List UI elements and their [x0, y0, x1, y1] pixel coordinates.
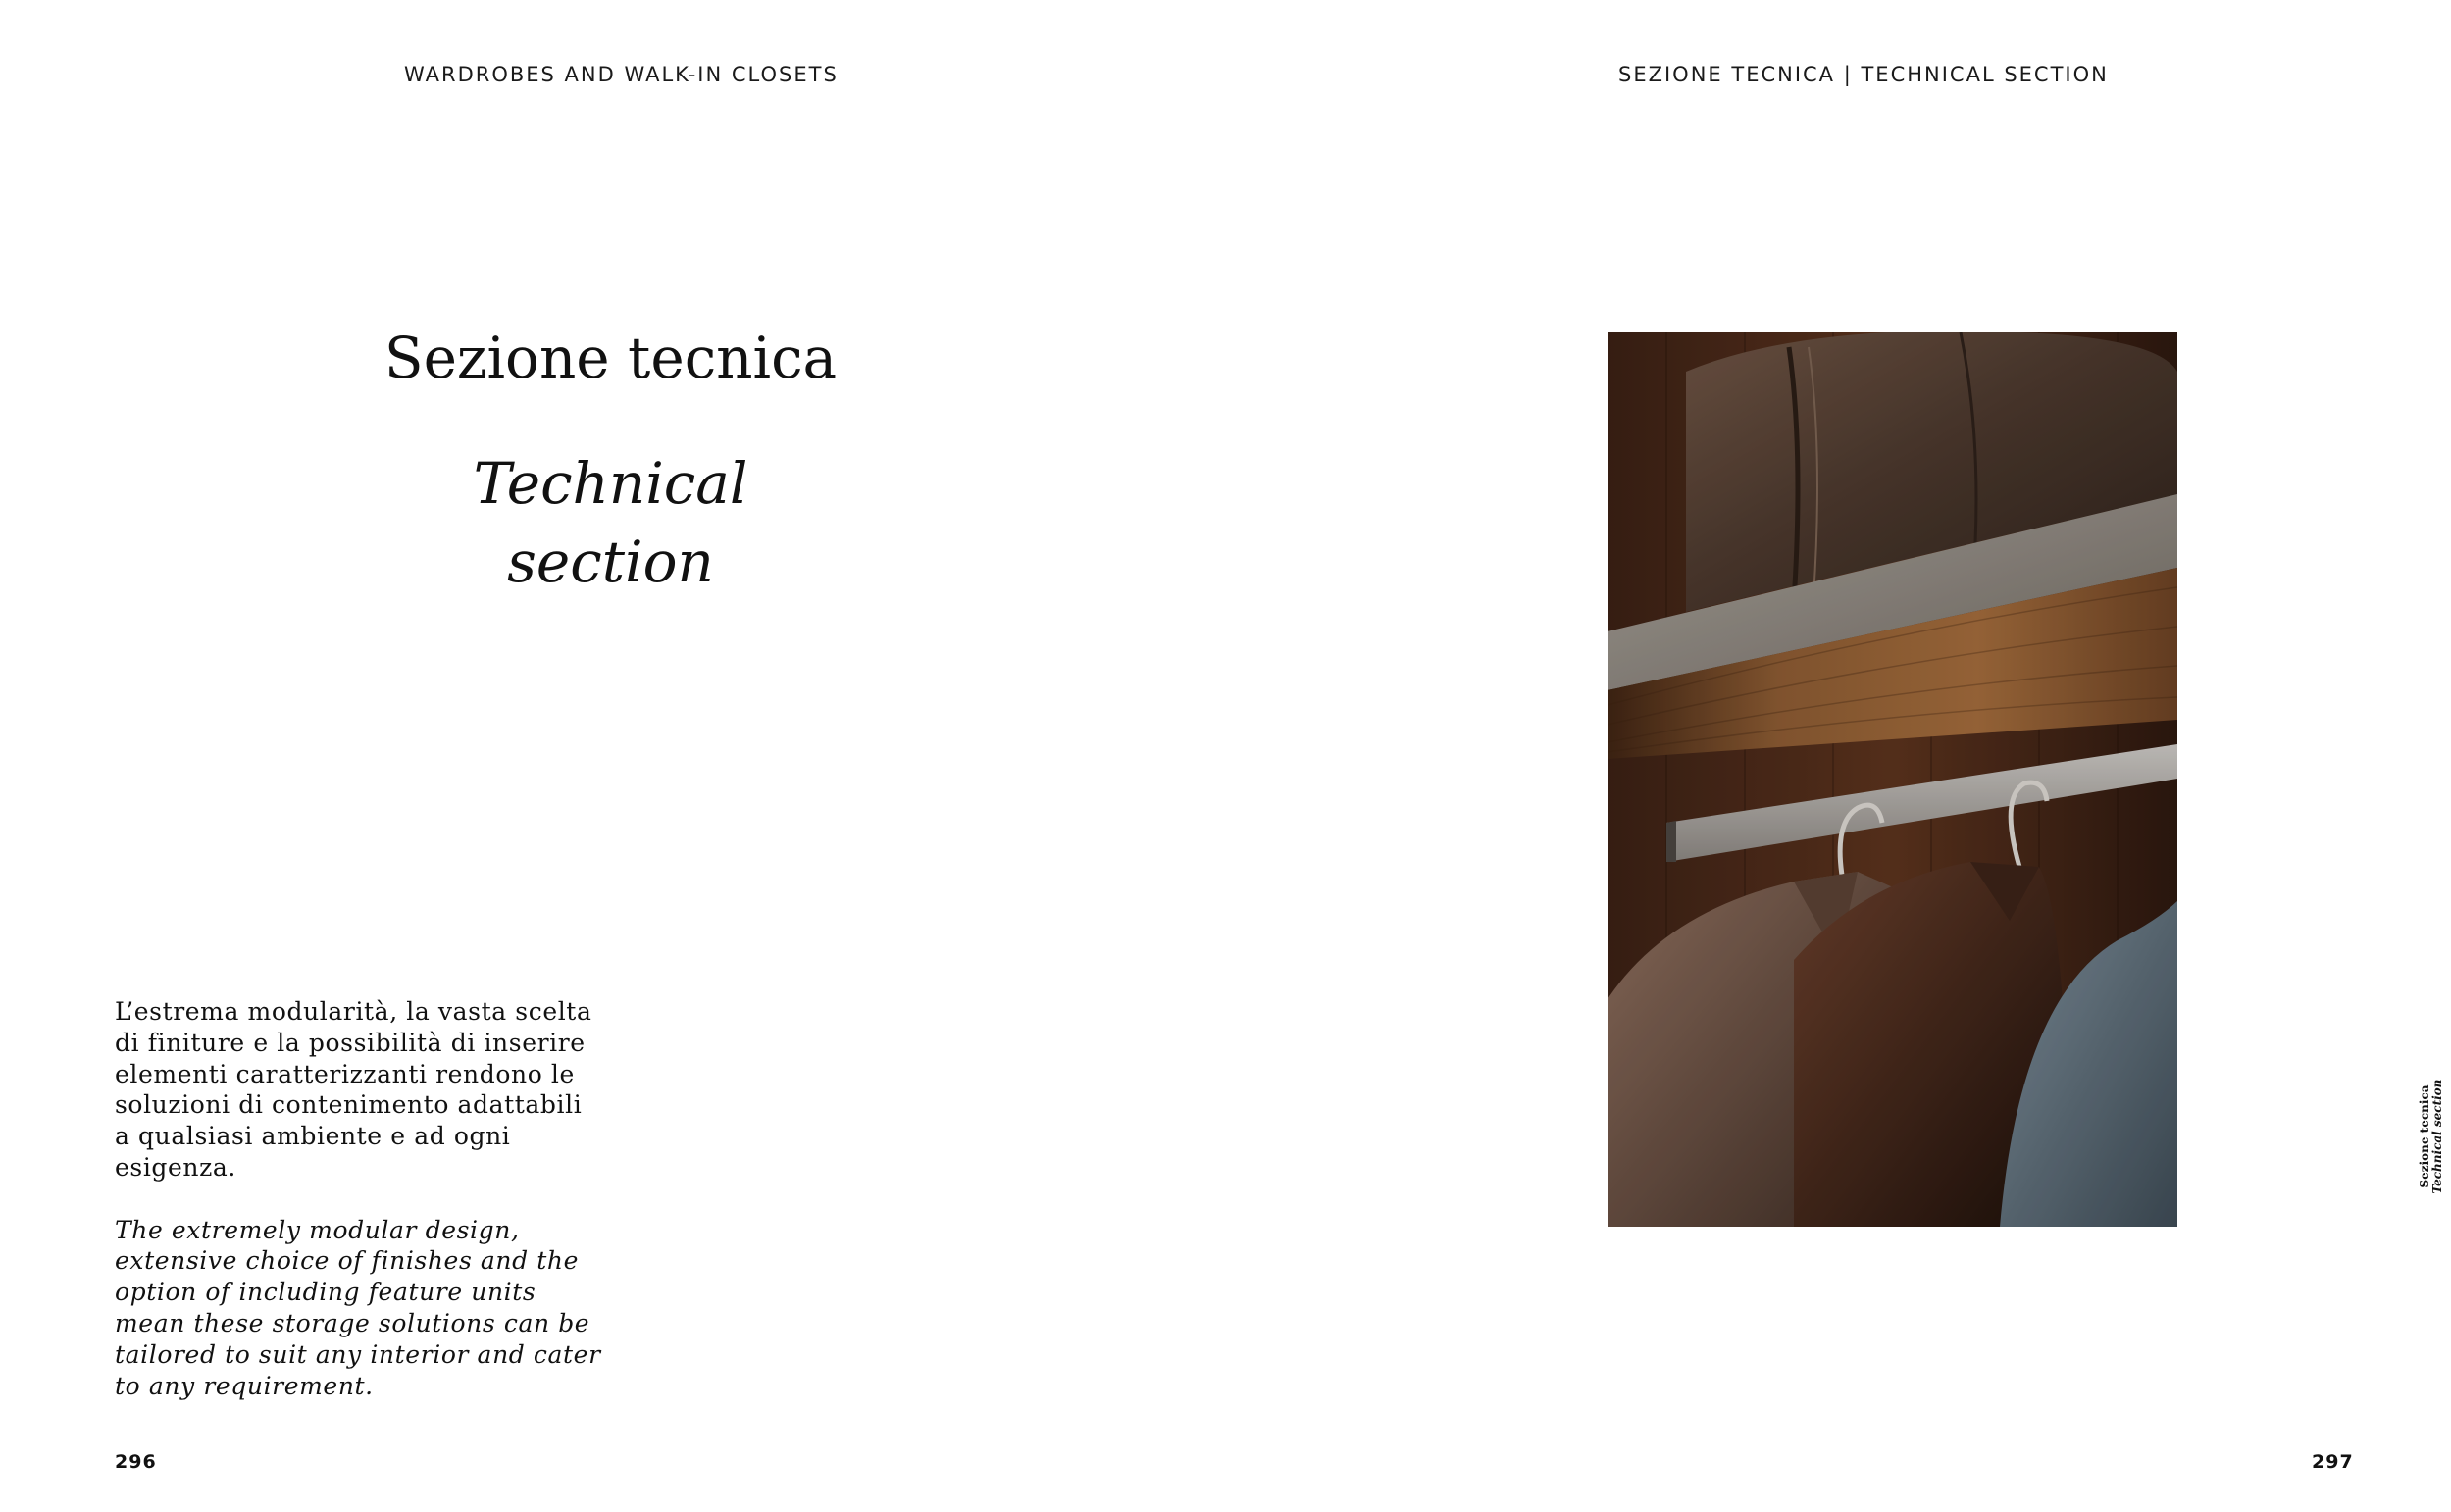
running-head-left: WARDROBES AND WALK-IN CLOSETS	[404, 63, 839, 86]
intro-paragraph-english: The extremely modular design, extensive choice of finishes and the option of including feature units mean these storage solutions can be tailored to suit any interior and cater to any requirement.	[115, 1215, 601, 1400]
intro-paragraph-italian: L’estrema modularità, la vasta scelta di finiture e la possibilità di inserire elementi caratterizzanti rendono le soluzioni di contenimento adattabili a qualsiasi ambiente e ad ogni esigenza.	[115, 997, 592, 1182]
side-tab	[2374, 1079, 2451, 1194]
intro-text	[115, 996, 605, 1401]
page-number-right: 297	[2312, 1451, 2354, 1473]
section-title-italian: Sezione tecnica	[383, 325, 838, 391]
page-number-left: 296	[115, 1451, 157, 1473]
side-tab-italian: Sezione tecnica	[2418, 1084, 2431, 1188]
side-tab-english: Technical section	[2430, 1079, 2444, 1194]
wardrobe-photo	[1608, 332, 2177, 1227]
section-title-block	[373, 319, 848, 601]
section-title-english: Technical section	[473, 450, 748, 595]
running-head-right: SEZIONE TECNICA | TECHNICAL SECTION	[1618, 63, 2109, 86]
